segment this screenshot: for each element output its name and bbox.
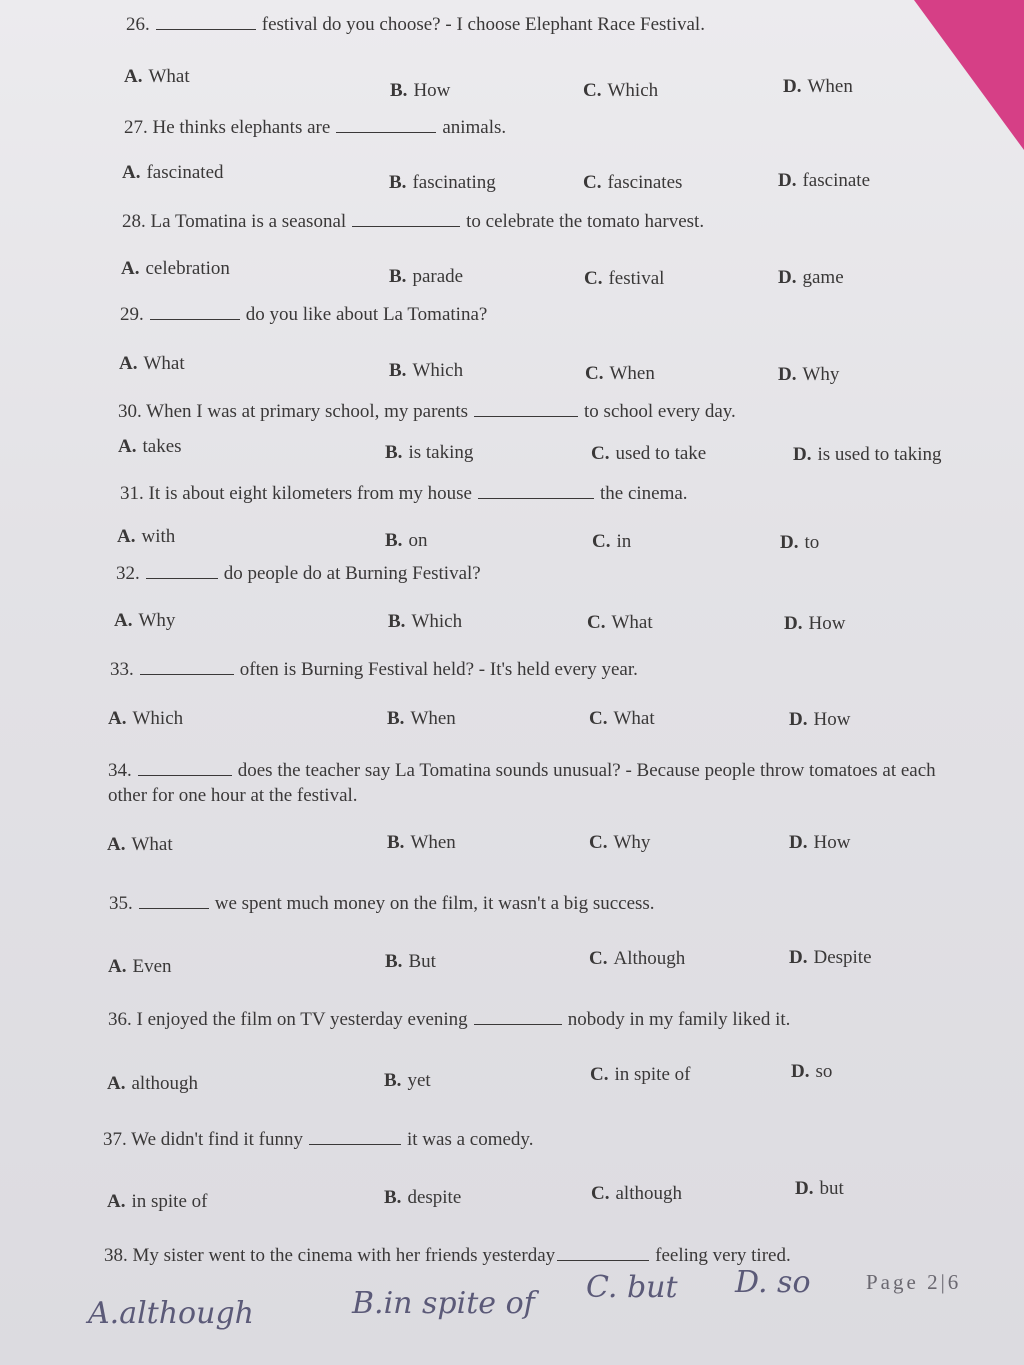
q26-option-c: C. Which [583,80,659,101]
q36-option-b: B. yet [384,1070,431,1091]
q32-option-b: B. Which [388,611,463,632]
q29-option-a: A. What [119,353,185,374]
question-30: 30. When I was at primary school, my parents to school every day. [118,401,736,422]
q37-option-a: A. in spite of [107,1191,208,1212]
q33-option-d: D. How [789,709,851,730]
q33-option-b: B. When [387,708,456,729]
answer-blank [146,564,218,579]
q35-option-b: B. But [385,951,436,972]
q30-option-b: B. is taking [385,442,474,463]
question-33: 33. often is Burning Festival held? - It's held every year. [110,659,638,680]
question-32: 32. do people do at Burning Festival? [116,563,481,584]
answer-blank [156,15,256,30]
q28-option-b: B. parade [389,266,464,287]
question-28: 28. La Tomatina is a seasonal to celebrate the tomato harvest. [122,211,705,232]
q26-option-b: B. How [390,80,451,101]
answer-blank [474,1010,562,1025]
answer-blank [150,305,240,320]
answer-blank [309,1130,401,1145]
q37-option-c: C. although [591,1183,682,1204]
answer-blank [478,484,594,499]
q36-option-d: D. so [791,1061,833,1082]
question-27: 27. He thinks elephants are animals. [124,117,507,138]
q33-option-a: A. Which [108,708,184,729]
question-35: 35. we spent much money on the film, it wasn't a big success. [109,893,655,914]
q35-option-c: C. Although [589,948,686,969]
background-corner [914,0,1024,150]
q35-option-d: D. Despite [789,947,872,968]
q30-option-a: A. takes [118,436,182,457]
q32-option-d: D. How [784,613,846,634]
q31-option-a: A. with [117,526,176,547]
q34-option-d: D. How [789,832,851,853]
q35-option-a: A. Even [108,956,172,977]
q34-option-b: B. When [387,832,456,853]
q27-option-b: B. fascinating [389,172,496,193]
answer-blank [138,761,232,776]
q28-option-c: C. festival [584,268,665,289]
q29-option-b: B. Which [389,360,464,381]
answer-blank [557,1246,649,1261]
q31-option-c: C. in [592,531,632,552]
answer-blank [474,402,578,417]
question-37: 37. We didn't find it funny it was a comedy. [103,1129,534,1150]
question-26: 26. festival do you choose? - I choose Elephant Race Festival. [126,14,705,35]
q29-option-d: D. Why [778,364,840,385]
question-38: 38. My sister went to the cinema with her friends yesterday feeling very tired. [104,1245,791,1266]
q36-option-a: A. although [107,1073,198,1094]
q27-option-d: D. fascinate [778,170,870,191]
handwritten-option-a: A.although [88,1296,254,1331]
q33-option-c: C. What [589,708,655,729]
question-31: 31. It is about eight kilometers from my house the cinema. [120,483,688,504]
answer-blank [352,212,460,227]
q31-option-d: D. to [780,532,820,553]
q29-option-c: C. When [585,363,655,384]
page-number: Page 2|6 [866,1270,962,1294]
q26-option-d: D. When [783,76,853,97]
q28-option-a: A. celebration [121,258,230,279]
q34-option-c: C. Why [589,832,651,853]
q28-option-d: D. game [778,267,844,288]
q34-option-a: A. What [107,834,173,855]
handwritten-option-d: D. so [735,1265,811,1300]
q30-option-c: C. used to take [591,443,707,464]
q31-option-b: B. on [385,530,428,551]
q32-option-c: C. What [587,612,653,633]
q36-option-c: C. in spite of [590,1064,691,1085]
q27-option-a: A. fascinated [122,162,224,183]
q30-option-d: D. is used to taking [793,444,942,465]
q37-option-b: B. despite [384,1187,462,1208]
q37-option-d: D. but [795,1178,844,1199]
q26-option-a: A. What [124,66,190,87]
q27-option-c: C. fascinates [583,172,683,193]
handwritten-option-c: C. but [586,1270,678,1305]
answer-blank [336,118,436,133]
question-29: 29. do you like about La Tomatina? [120,304,488,325]
question-34: 34. does the teacher say La Tomatina sounds unusual? - Because people throw tomatoes at each other for one hour at the festival. [108,760,936,806]
q32-option-a: A. Why [114,610,176,631]
question-36: 36. I enjoyed the film on TV yesterday evening nobody in my family liked it. [108,1009,791,1030]
answer-blank [140,660,234,675]
answer-blank [139,894,209,909]
handwritten-option-b: B.in spite of [352,1286,535,1321]
